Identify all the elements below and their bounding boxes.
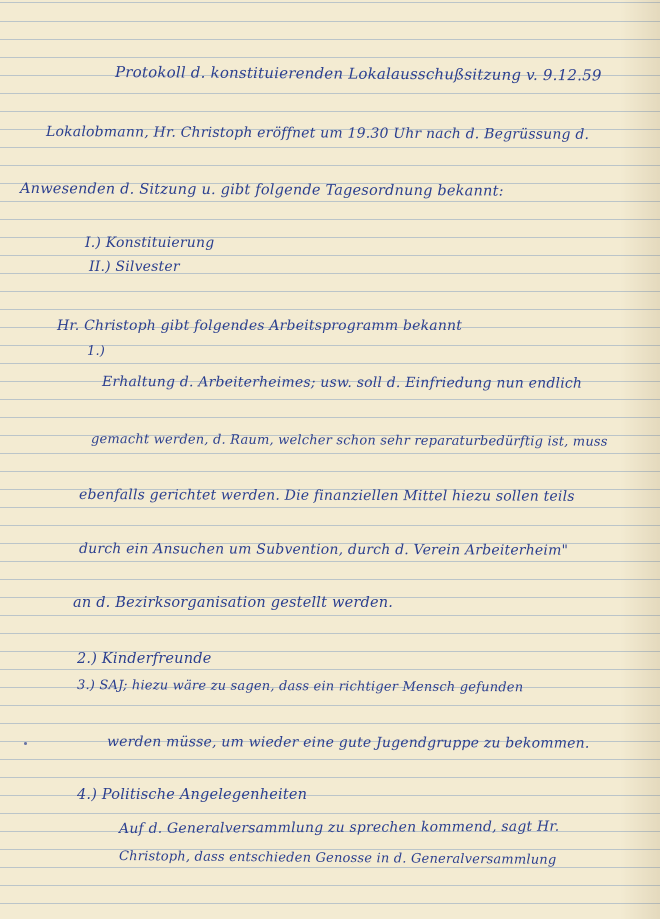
- paragraph-line-4: gemacht werden, d. Raum, welcher schon sehr reparaturbedürftig ist, muss: [90, 432, 608, 450]
- paragraph-line-5: ebenfalls gerichtet werden. Die finanziellen Mittel hiezu sollen teils: [78, 487, 575, 505]
- page-edge-shadow: [620, 0, 660, 919]
- paragraph-line-7: an d. Bezirksorganisation gestellt werden.: [73, 595, 394, 611]
- program-item-2: 2.) Kinderfreunde: [77, 651, 212, 667]
- paragraph-line-6: durch ein Ansuchen um Subvention, durch d. Verein Arbeiterheim": [78, 541, 569, 559]
- paragraph-line-3: Erhaltung d. Arbeiterheimes; usw. soll d. Einfriedung nun endlich: [101, 374, 583, 392]
- agenda-item-1: I.) Konstituierung: [85, 235, 215, 251]
- ink-dot: [24, 742, 27, 745]
- agenda-item-2: II.) Silvester: [89, 259, 180, 275]
- paragraph-line-2: Anwesenden d. Sitzung u. gibt folgende Tagesordnung bekannt:: [19, 181, 504, 200]
- paragraph-line-1: Lokalobmann, Hr. Christoph eröffnet um 19.30 Uhr nach d. Begrüssung d.: [45, 124, 590, 143]
- program-item-1-number: 1.): [87, 344, 106, 359]
- paragraph-line-9: Auf d. Generalversammlung zu sprechen kommend, sagt Hr.: [118, 818, 560, 837]
- program-item-3: 3.) SAJ; hiezu wäre zu sagen, dass ein richtiger Mensch gefunden: [76, 678, 524, 696]
- program-intro: Hr. Christoph gibt folgendes Arbeitsprogramm bekannt: [57, 318, 463, 334]
- paragraph-line-10: Christoph, dass entschieden Genosse in d. Generalversammlung: [118, 849, 557, 868]
- document-title: Protokoll d. konstituierenden Lokalausschußsitzung v. 9.12.59: [114, 63, 602, 85]
- paragraph-line-8: werden müsse, um wieder eine gute Jugendgruppe zu bekommen.: [106, 734, 590, 752]
- program-item-4: 4.) Politische Angelegenheiten: [77, 787, 308, 803]
